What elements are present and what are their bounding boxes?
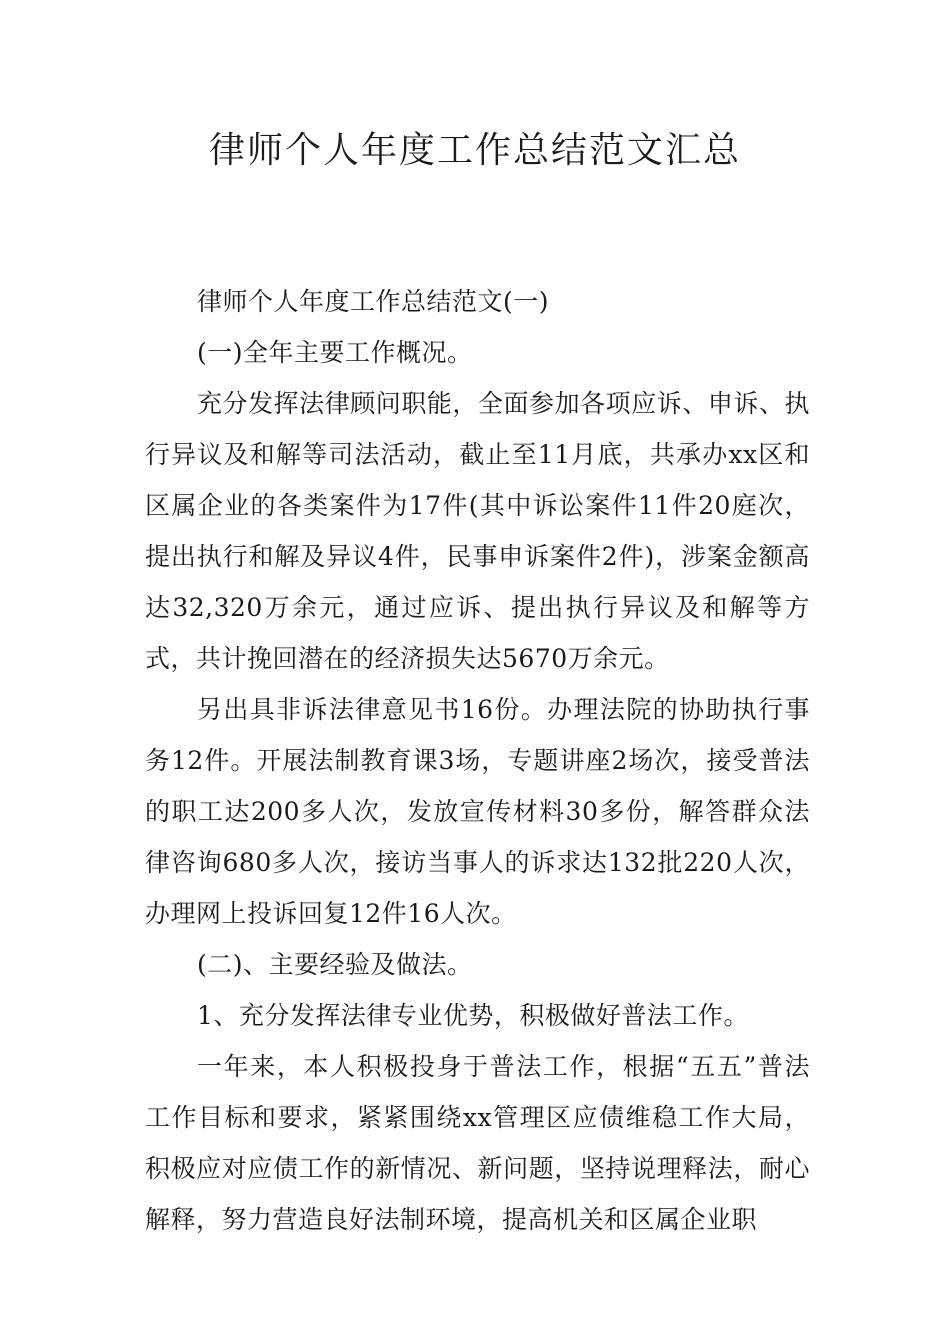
paragraph-experience-heading: (二)、主要经验及做法。	[197, 950, 473, 979]
paragraph-point-1: 1、充分发挥法律专业优势，积极做好普法工作。	[197, 1001, 749, 1030]
document-body	[145, 276, 810, 1245]
paragraph-other-work: 另出具非诉法律意见书16份。办理法院的协助执行事务12件。开展法制教育课3场，专题讲座2场次，接受普法的职工达200多人次，发放宣传材料30多份，解答群众法律咨询680多人次，接访当事人的诉求达132批220人次，办理网上投诉回复12件16人次。	[145, 695, 810, 928]
document-title: 律师个人年度工作总结范文汇总	[208, 130, 741, 171]
paragraph-legal-education: 一年来，本人积极投身于普法工作，根据“五五”普法工作目标和要求，紧紧围绕xx管理区应债维稳工作大局，积极应对应债工作的新情况、新问题，坚持说理释法，耐心解释，努力营造良好法制环境，提高机关和区属企业职	[145, 1052, 810, 1234]
paragraph-section-heading: 律师个人年度工作总结范文(一)	[197, 287, 550, 316]
paragraph-cases: 充分发挥法律顾问职能，全面参加各项应诉、申诉、执行异议及和解等司法活动，截止至11月底，共承办xx区和区属企业的各类案件为17件(其中诉讼案件11件20庭次，提出执行和解及异议4件，民事申诉案件2件)，涉案金额高达32,320万余元，通过应诉、提出执行异议及和解等方式，共计挽回潜在的经济损失达5670万余元。	[145, 389, 810, 673]
paragraph-overview-heading: (一)全年主要工作概况。	[197, 338, 473, 367]
